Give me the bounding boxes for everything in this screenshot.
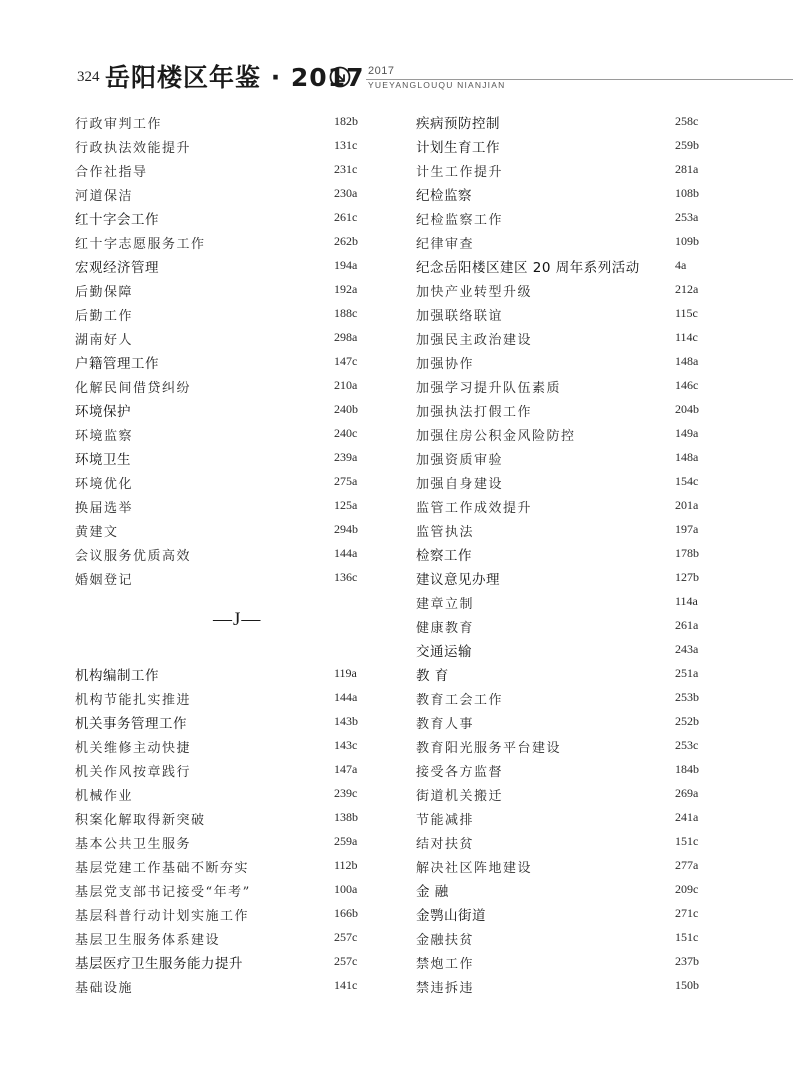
index-term: 纪念岳阳楼区建区 20 周年系列活动 — [416, 260, 640, 276]
index-page-ref: 138b — [334, 810, 358, 824]
index-entry — [75, 421, 375, 445]
index-page-ref: 109b — [675, 234, 699, 248]
index-page-ref: 257c — [334, 954, 358, 968]
index-page-ref: 184b — [675, 762, 699, 776]
index-term: 街道机关搬迁 — [416, 789, 504, 804]
index-entry — [416, 493, 716, 517]
index-term: 合作社指导 — [75, 165, 148, 180]
index-entry — [75, 781, 375, 805]
index-term: 河道保洁 — [75, 189, 134, 204]
index-entry-main — [416, 181, 716, 205]
index-entry-main — [75, 709, 375, 733]
index-page-ref: 240b — [334, 402, 358, 416]
index-entry-main — [75, 445, 375, 469]
index-entry — [416, 685, 716, 709]
index-page-ref: 146c — [675, 378, 699, 392]
index-entry-main — [416, 133, 716, 157]
index-term: 疾病预防控制 — [416, 116, 500, 132]
index-entry-main — [75, 349, 375, 373]
index-page-ref: 151c — [675, 834, 699, 848]
index-entry — [416, 445, 716, 469]
index-entry-main — [75, 661, 375, 685]
index-page-ref: 281a — [675, 162, 699, 176]
index-entry — [75, 277, 375, 301]
index-entry — [416, 349, 716, 373]
index-page-ref: 178b — [675, 546, 699, 560]
index-entry-main — [416, 565, 716, 589]
index-term: 基本公共卫生服务 — [75, 837, 192, 852]
index-term: 加强资质审验 — [416, 453, 504, 468]
index-page-ref: 150b — [675, 978, 699, 992]
index-page-ref: 192a — [334, 282, 358, 296]
index-entry — [416, 853, 716, 877]
index-entry-main — [75, 949, 375, 973]
index-term: 加强住房公积金风险防控 — [416, 429, 576, 444]
index-term: 基础设施 — [75, 981, 134, 996]
index-entry — [416, 973, 716, 997]
index-term: 监管工作成效提升 — [416, 501, 533, 516]
index-page-ref: 251a — [675, 666, 699, 680]
index-entry — [75, 877, 375, 901]
index-term: 教育阳光服务平台建设 — [416, 741, 562, 756]
index-entry — [75, 181, 375, 205]
index-entry — [75, 925, 375, 949]
index-entry — [75, 733, 375, 757]
index-page-ref: 100a — [334, 882, 358, 896]
index-page-ref: 119a — [334, 666, 357, 680]
index-page-ref: 261c — [334, 210, 358, 224]
index-page-ref: 131c — [334, 138, 358, 152]
index-term: 会议服务优质高效 — [75, 549, 192, 564]
index-entry — [416, 829, 716, 853]
index-term: 检察工作 — [416, 548, 472, 564]
index-term: 禁违拆违 — [416, 981, 475, 996]
index-term: 后勤工作 — [75, 309, 134, 324]
index-term: 机械作业 — [75, 789, 134, 804]
index-page-ref: 262b — [334, 234, 358, 248]
index-page-ref: 112b — [334, 858, 358, 872]
index-page-ref: 4a — [675, 258, 687, 272]
circled-down-arrow-icon — [329, 66, 351, 88]
index-page-ref: 231c — [334, 162, 358, 176]
index-entry — [75, 493, 375, 517]
index-term: 加强执法打假工作 — [416, 405, 533, 420]
index-entry-main — [416, 109, 716, 133]
index-term: 行政审判工作 — [75, 117, 163, 132]
index-entry — [75, 109, 375, 133]
index-page-ref: 252b — [675, 714, 699, 728]
index-term: 禁炮工作 — [416, 957, 475, 972]
index-page-ref: 204b — [675, 402, 699, 416]
index-term: 基层党建工作基础不断夯实 — [75, 861, 250, 876]
index-page-ref: 258c — [675, 114, 699, 128]
index-page-ref: 210a — [334, 378, 358, 392]
index-page-ref: 151c — [675, 930, 699, 944]
index-term: 机构节能扎实推进 — [75, 693, 192, 708]
index-page-ref: 201a — [675, 498, 699, 512]
index-entry — [75, 565, 375, 589]
index-term: 纪律审查 — [416, 237, 475, 252]
index-term: 机关作风按章践行 — [75, 765, 192, 780]
index-entry — [75, 853, 375, 877]
index-page-ref: 149a — [675, 426, 699, 440]
book-title: 岳阳楼区年鉴 · 2017 — [105, 63, 365, 92]
index-term: 湖南好人 — [75, 333, 134, 348]
index-entry — [416, 925, 716, 949]
index-term: 后勤保障 — [75, 285, 134, 300]
index-page-ref: 240c — [334, 426, 358, 440]
index-entry — [75, 373, 375, 397]
header-pinyin: YUEYANGLOUQU NIANJIAN — [368, 80, 506, 90]
index-page-ref: 253b — [675, 690, 699, 704]
index-page-ref: 125a — [334, 498, 358, 512]
index-entry-main — [416, 637, 716, 661]
index-term: 纪检监察 — [416, 188, 472, 204]
index-entry — [75, 973, 375, 997]
index-page-ref: 261a — [675, 618, 699, 632]
index-entry — [75, 229, 375, 253]
index-page-ref: 241a — [675, 810, 699, 824]
index-entry — [75, 805, 375, 829]
index-term: 环境优化 — [75, 477, 134, 492]
page-number: 324 — [77, 69, 100, 85]
index-term: 计划生育工作 — [416, 140, 500, 156]
index-column-left — [75, 109, 375, 997]
index-page-ref: 141c — [334, 978, 358, 992]
index-entry-main — [416, 253, 716, 277]
index-term: 接受各方监督 — [416, 765, 504, 780]
index-term: 建议意见办理 — [416, 572, 500, 588]
index-term: 环境保护 — [75, 404, 131, 420]
index-entry — [75, 517, 375, 541]
index-term: 加强自身建设 — [416, 477, 504, 492]
index-page-ref: 277a — [675, 858, 699, 872]
index-term: 红十字志愿服务工作 — [75, 237, 206, 252]
index-term: 加强协作 — [416, 357, 475, 372]
index-term: 加强联络联谊 — [416, 309, 504, 324]
index-entry — [416, 781, 716, 805]
index-page-ref: 144a — [334, 546, 358, 560]
index-entry — [416, 589, 716, 613]
index-term: 教 育 — [416, 668, 449, 684]
index-term: 基层医疗卫生服务能力提升 — [75, 956, 243, 972]
index-page-ref: 253a — [675, 210, 699, 224]
index-page-ref: 147a — [334, 762, 358, 776]
index-page-ref: 230a — [334, 186, 358, 200]
index-page-ref: 257c — [334, 930, 358, 944]
index-entry — [75, 469, 375, 493]
index-term: 基层卫生服务体系建设 — [75, 933, 221, 948]
index-entry-main — [75, 253, 375, 277]
index-term: 加强学习提升队伍素质 — [416, 381, 562, 396]
index-entry-main — [416, 541, 716, 565]
index-term: 金 融 — [416, 884, 449, 900]
index-entry-main — [416, 901, 716, 925]
index-page-ref: 114c — [675, 330, 698, 344]
index-entry — [416, 229, 716, 253]
page-header — [0, 0, 793, 100]
index-entry — [75, 133, 375, 157]
index-entry — [416, 733, 716, 757]
index-term: 纪检监察工作 — [416, 213, 504, 228]
index-page-ref: 194a — [334, 258, 358, 272]
index-term: 监管执法 — [416, 525, 475, 540]
index-entry — [75, 301, 375, 325]
index-entry-main — [75, 205, 375, 229]
index-term: 基层党支部书记接受“年考” — [75, 885, 251, 900]
index-term: 金融扶贫 — [416, 933, 475, 948]
index-term: 节能减排 — [416, 813, 475, 828]
index-entry — [416, 157, 716, 181]
index-entry-main — [75, 397, 375, 421]
index-entry — [416, 397, 716, 421]
index-page-ref: 243a — [675, 642, 699, 656]
index-page-ref: 209c — [675, 882, 699, 896]
index-entry — [416, 517, 716, 541]
section-letter-row — [75, 589, 375, 661]
index-term: 交通运输 — [416, 644, 472, 660]
index-term: 黄建文 — [75, 525, 119, 540]
index-entry-main — [416, 877, 716, 901]
index-entry — [416, 325, 716, 349]
index-page-ref: 239a — [334, 450, 358, 464]
index-page-ref: 166b — [334, 906, 358, 920]
index-entry — [416, 805, 716, 829]
index-term: 计生工作提升 — [416, 165, 504, 180]
index-term: 宏观经济管理 — [75, 260, 159, 276]
index-page-ref: 253c — [675, 738, 699, 752]
index-term: 化解民间借贷纠纷 — [75, 381, 192, 396]
index-term: 红十字会工作 — [75, 212, 159, 228]
index-entry — [416, 709, 716, 733]
index-term: 机关事务管理工作 — [75, 716, 187, 732]
index-page-ref: 259a — [334, 834, 358, 848]
index-term: 环境卫生 — [75, 452, 131, 468]
index-term: 婚姻登记 — [75, 573, 134, 588]
index-page-ref: 298a — [334, 330, 358, 344]
index-entry — [75, 157, 375, 181]
index-term: 户籍管理工作 — [75, 356, 159, 372]
index-entry — [416, 373, 716, 397]
index-entry — [416, 421, 716, 445]
index-term: 环境监察 — [75, 429, 134, 444]
index-page-ref: 148a — [675, 354, 699, 368]
index-term: 解决社区阵地建设 — [416, 861, 533, 876]
index-entry — [75, 685, 375, 709]
index-entry — [75, 829, 375, 853]
index-page-ref: 127b — [675, 570, 699, 584]
index-entry-main — [416, 661, 716, 685]
index-term: 基层科普行动计划实施工作 — [75, 909, 250, 924]
index-entry — [75, 901, 375, 925]
index-entry — [416, 949, 716, 973]
index-page-ref: 108b — [675, 186, 699, 200]
index-term: 教育工会工作 — [416, 693, 504, 708]
index-entry — [416, 205, 716, 229]
index-term: 机构编制工作 — [75, 668, 159, 684]
index-entry — [416, 613, 716, 637]
index-page-ref: 239c — [334, 786, 358, 800]
index-page-ref: 197a — [675, 522, 699, 536]
index-page-ref: 143b — [334, 714, 358, 728]
index-entry — [75, 757, 375, 781]
index-entry — [75, 325, 375, 349]
index-term: 行政执法效能提升 — [75, 141, 192, 156]
index-page-ref: 114a — [675, 594, 698, 608]
index-term: 积案化解取得新突破 — [75, 813, 206, 828]
index-page-ref: 148a — [675, 450, 699, 464]
index-entry — [416, 301, 716, 325]
header-year: 2017 — [368, 65, 395, 77]
index-page-ref: 136c — [334, 570, 358, 584]
index-term: 教育人事 — [416, 717, 475, 732]
index-page-ref: 269a — [675, 786, 699, 800]
index-page-ref: 275a — [334, 474, 358, 488]
index-entry — [416, 277, 716, 301]
index-page-ref: 154c — [675, 474, 699, 488]
index-page-ref: 237b — [675, 954, 699, 968]
index-page-ref: 182b — [334, 114, 358, 128]
index-term: 加强民主政治建设 — [416, 333, 533, 348]
section-letter: —J— — [213, 609, 262, 630]
index-term: 健康教育 — [416, 621, 475, 636]
index-page-ref: 294b — [334, 522, 358, 536]
index-page-ref: 271c — [675, 906, 699, 920]
index-page-ref: 147c — [334, 354, 358, 368]
index-column-right — [416, 109, 716, 997]
index-page-ref: 144a — [334, 690, 358, 704]
index-term: 结对扶贫 — [416, 837, 475, 852]
index-term: 建章立制 — [416, 597, 475, 612]
index-entry — [416, 469, 716, 493]
index-page-ref: 212a — [675, 282, 699, 296]
index-page-ref: 259b — [675, 138, 699, 152]
index-term: 换届选举 — [75, 501, 134, 516]
index-term: 机关维修主动快捷 — [75, 741, 192, 756]
index-term: 加快产业转型升级 — [416, 285, 533, 300]
index-entry — [75, 541, 375, 565]
index-term: 金鹗山街道 — [416, 908, 486, 924]
index-entry — [416, 757, 716, 781]
index-page-ref: 115c — [675, 306, 698, 320]
index-page-ref: 143c — [334, 738, 358, 752]
index-page-ref: 188c — [334, 306, 358, 320]
